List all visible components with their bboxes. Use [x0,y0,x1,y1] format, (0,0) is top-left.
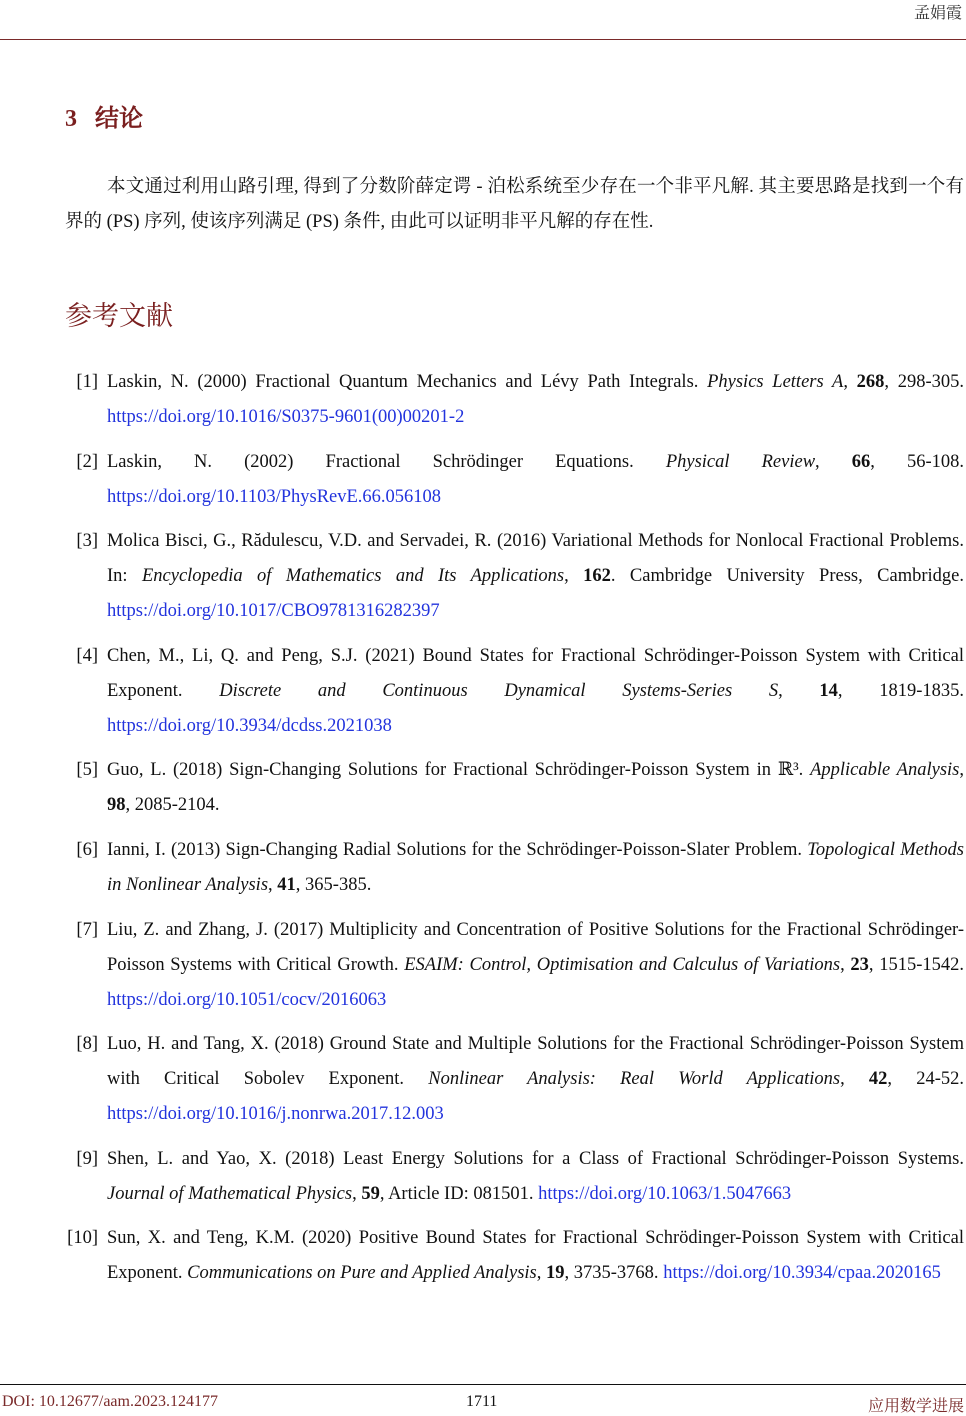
footer-journal: 应用数学进展 [867,1396,964,1415]
references-heading: 参考文献 [65,301,173,332]
reference-text: Luo, H. and Tang, X. (2018) Ground State and Multiple Solutions for the Fractional Schrödinger-Poisson System with Critical Sobolev Exponent. [107,1034,964,1090]
reference-text: , [268,874,278,895]
reference-text: , 1515-1542. [868,954,965,975]
reference-text: Liu, Z. and Zhang, J. (2017) Multiplicity and Concentration of Positive Solutions for the Fractional Schrödinger-Poisson Systems with Critical Growth. [107,919,964,975]
doi-link[interactable]: https://doi.org/10.3934/cpaa.2020165 [663,1263,941,1284]
reference-item [65,1027,964,1132]
reference-text: , [536,1263,547,1284]
journal-title: Journal of Mathematical Physics [107,1183,353,1204]
reference-item [65,639,964,744]
reference-text: , [815,451,852,472]
doi-link[interactable]: https://doi.org/10.1103/PhysRevE.66.056108 [107,486,442,507]
reference-text: , 24-52. [887,1069,964,1090]
reference-number: [10] [67,1228,98,1249]
page-number: 1711 [466,1393,498,1410]
journal-title: Encyclopedia of Mathematics and Its Applications [141,566,565,587]
footer-doi: DOI: 10.12677/aam.2023.124177 [2,1393,218,1410]
journal-title: ESAIM: Control, Optimisation and Calculus of Variations [404,954,841,975]
reference-text: Laskin, N. (2002) Fractional Schrödinger Equations. [107,451,666,472]
reference-item [65,365,964,435]
reference-text: , 365-385. [295,874,372,895]
reference-text: Ianni, I. (2013) Sign-Changing Radial Solutions for the Schrödinger-Poisson-Slater Problem. [107,839,808,860]
reference-number: [6] [76,839,98,860]
reference-item [65,753,964,823]
reference-text: , 2085-2104. [125,795,220,816]
journal-title: Communications on Pure and Applied Analysis [187,1263,537,1284]
reference-item [65,913,964,1018]
volume-number: 19 [546,1263,565,1284]
volume-number: 23 [850,954,869,975]
reference-text: . Cambridge University Press, Cambridge. [610,566,964,587]
doi-link[interactable]: https://doi.org/10.1051/cocv/2016063 [107,989,387,1010]
header-rule [0,39,966,40]
section-heading [65,98,143,133]
reference-item [65,445,964,515]
reference-text: Sun, X. and Teng, K.M. (2020) Positive Bound States for Fractional Schrödinger-Poisson System with Critical Exponent. [107,1228,964,1284]
reference-number: [8] [76,1034,98,1055]
journal-title: Topological Methods in Nonlinear Analysis [107,839,964,895]
reference-text: Shen, L. and Yao, X. (2018) Least Energy Solutions for a Class of Fractional Schrödinger-Poisson Systems. [107,1148,964,1169]
reference-text: , [840,1069,869,1090]
reference-item [65,524,964,629]
doi-link[interactable]: https://doi.org/10.1017/CBO9781316282397 [107,601,440,622]
volume-number: 42 [868,1069,888,1090]
doi-link[interactable]: https://doi.org/10.1016/j.nonrwa.2017.12.003 [107,1104,444,1125]
reference-number: [9] [76,1148,98,1169]
reference-item [65,833,964,903]
reference-text: , [778,680,820,701]
doi-link[interactable]: https://doi.org/10.3934/dcdss.2021038 [107,715,392,736]
volume-number: 98 [107,795,126,816]
section-title: 结论 [95,104,143,132]
doi-link[interactable]: https://doi.org/10.1016/S0375-9601(00)00201-2 [107,407,465,427]
reference-number: [4] [76,645,98,666]
reference-number: [1] [76,372,98,392]
reference-text: , [959,760,965,781]
journal-title: Nonlinear Analysis: Real World Applications [428,1069,841,1090]
reference-text: Laskin, N. (2000) Fractional Quantum Mechanics and Lévy Path Integrals. [107,372,708,392]
journal-title: Physical Review [665,451,816,472]
volume-number: 59 [361,1183,380,1204]
reference-text: , [352,1183,362,1204]
reference-text: , [564,566,584,587]
reference-list [65,365,964,1301]
footer-rule [0,1384,966,1385]
volume-number: 268 [856,372,885,392]
volume-number: 41 [277,874,296,895]
reference-text: , 3735-3768. [564,1263,664,1284]
reference-text: , 56-108. [870,451,964,472]
journal-title: Discrete and Continuous Dynamical Systems-Series S [219,680,779,701]
reference-text: Chen, M., Li, Q. and Peng, S.J. (2021) Bound States for Fractional Schrödinger-Poisson System with Critical Exponent. [107,645,964,701]
reference-text: Guo, L. (2018) Sign-Changing Solutions for Fractional Schrödinger-Poisson System in ℝ³. [107,760,811,781]
volume-number: 66 [851,451,871,472]
reference-text: , [843,372,857,392]
reference-text: Molica Bisci, G., Rădulescu, V.D. and Servadei, R. (2016) Variational Methods for Nonlocal Fractional Problems. In: [107,531,964,587]
doi-link[interactable]: https://doi.org/10.1063/1.5047663 [538,1183,792,1204]
reference-number: [2] [76,451,98,472]
section-number: 3 [65,106,77,132]
reference-number: [7] [76,919,98,940]
volume-number: 162 [583,566,611,587]
reference-text: , 1819-1835. [837,680,964,701]
reference-item [65,1142,964,1212]
reference-text: , 298-305. [884,372,965,392]
running-header-author: 孟娟霞 [913,3,962,22]
reference-number: [5] [76,760,98,781]
volume-number: 14 [819,680,838,701]
reference-number: [3] [76,531,98,552]
reference-item [65,1221,964,1291]
reference-text: , [840,954,851,975]
journal-title: Physics Letters A [707,372,844,392]
journal-title: Applicable Analysis [810,760,960,781]
reference-text: , Article ID: 081501. [379,1183,539,1204]
conclusion-paragraph: 本文通过利用山路引理, 得到了分数阶薛定谔 - 泊松系统至少存在一个非平凡解. 其主要思路是找到一个有界的 (PS) 序列, 使该序列满足 (PS) 条件, 由此可以证明非平凡解的存在性. [65,177,964,232]
